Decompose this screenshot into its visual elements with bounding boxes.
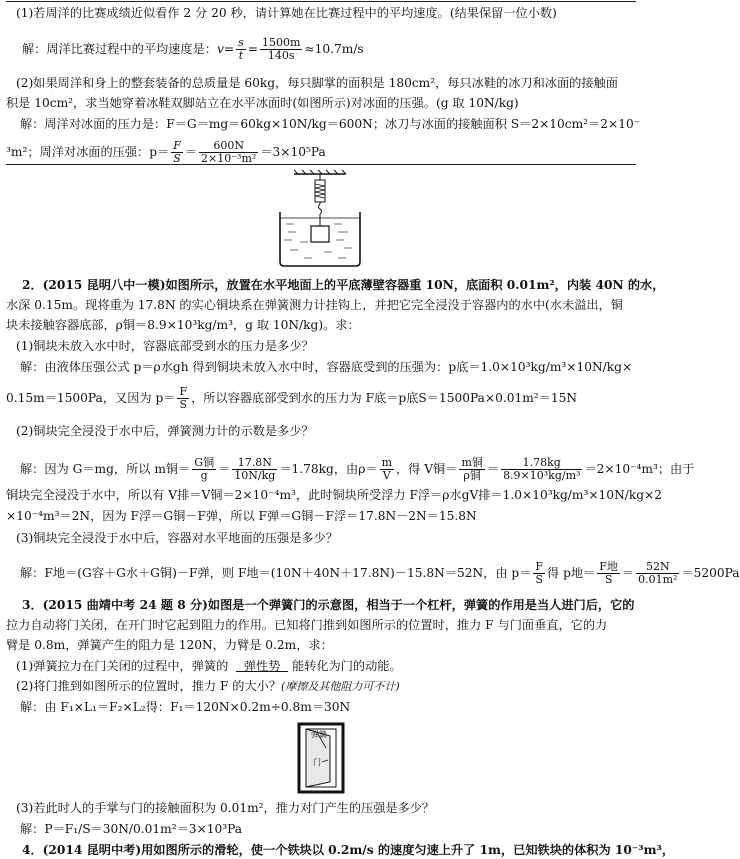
q2-a2a-frac4 (459, 457, 484, 482)
q2-a2a-f1d: g (200, 469, 208, 482)
q2-a1b-F: F (179, 385, 188, 398)
q2-a3-3: ＝ (621, 566, 635, 580)
q2-part1-answer-line2 (6, 386, 577, 411)
q1-a1-num: 1500m (261, 36, 301, 49)
q2-a2a-frac1 (192, 457, 216, 482)
q4-header-text1: 4．(2014 昆明中考)用如图所示的滑轮，使一个铁块以 0.2m/s 的速度匀速上升了 1m，已知铁块的体积为 10⁻³m³， (22, 843, 675, 857)
q3-header-text1: 3．(2015 曲靖中考 24 题 8 分)如图是一个弹簧门的示意图，相当于一个杠杆，弹簧的作用是当人进门后，它的 (22, 598, 635, 612)
q3-s2-prefix: (2)将门推到如图所示的位置时，推力 F 的大小？ (16, 679, 282, 693)
q3-header-line3: 臂是 0.8m，弹簧产生的阻力是 120N，力臂是 0.2m，求： (6, 638, 333, 652)
q2-part3-question: (3)铜块完全浸没于水中后，容器对水平地面的压强是多少？ (16, 531, 338, 545)
q3-part2-question (16, 679, 400, 694)
fig-label-spring: 弹簧 (311, 730, 327, 739)
q1-a1-st-fraction (236, 37, 246, 62)
q2-a3-f1d: S (535, 573, 543, 586)
q2-a2a-4: ，得 V铜＝ (396, 462, 458, 476)
q2-a2a-frac3 (380, 457, 394, 482)
q2-a2a-f2d: 10N/kg (234, 469, 276, 482)
q2-part2-answer-line1 (20, 457, 694, 482)
q1-part2-answer-line1: 解：周洋对冰面的压力是：F＝G＝mg＝60kg×10N/kg＝600N；冰刀与冰面的接触面积 S＝2×10cm²＝2×10⁻ (20, 117, 641, 131)
section-rule (6, 164, 636, 165)
q2-a2a-3: ＝1.78kg，由ρ＝ (279, 462, 378, 476)
q2-a1b-suffix: ，所以容器底部受到水的压力为 F底＝p底S＝1500Pa×0.01m²＝15N (191, 391, 578, 405)
fig-label-door: 门 (313, 758, 321, 767)
q2-a2a-2: ＝ (218, 462, 231, 476)
q2-a3-f2d: S (604, 573, 613, 586)
q2-a2a-frac2 (232, 457, 277, 482)
q1-a2b-F: F (173, 139, 181, 152)
q3-part1-question (16, 659, 402, 674)
q2-a3-2: 得 p地＝ (547, 566, 596, 580)
q1-a1-value-fraction (260, 37, 302, 62)
q1-a2b-fs-fraction (171, 140, 183, 165)
q2-a2a-f4d: ρ铜 (463, 469, 481, 482)
q2-part2-answer-line2: 铜块完全浸没于水中，所以有 V排＝V铜＝2×10⁻⁴m³，此时铜块所受浮力 F浮＝ρ水gV排＝1.0×10³kg/m³×10N/kg×2 (6, 488, 662, 502)
q2-a3-f1n: F (535, 560, 544, 573)
q1-a1-prefix: 解：周洋比赛过程中的平均速度是： (22, 42, 217, 56)
q1-a1-v: v (217, 42, 224, 56)
q1-a1-s: s (238, 36, 244, 49)
q3-part3-answer: 解：P＝F₁/S＝30N/0.01m²＝3×10³Pa (20, 822, 243, 836)
q3-s2-note: (摩擦及其他阻力可不计) (281, 680, 400, 693)
q2-a2a-1: 解：因为 G＝mg，所以 m铜＝ (20, 462, 191, 476)
q2-a3-4: ＝5200Pa (681, 566, 740, 580)
q2-a2a-frac5 (501, 457, 582, 482)
q2-header-line2: 水深 0.15m。现将重为 17.8N 的实心铜块系在弹簧测力计挂钩上，并把它完全浸没于容器内的水中(水未溢出，铜 (6, 298, 623, 312)
q3-part2-answer: 解：由 F₁×L₁＝F₂×L₂得：F₁＝120N×0.2m÷0.8m＝30N (20, 700, 351, 714)
q2-a1b-prefix: 0.15m＝1500Pa，又因为 p＝ (6, 391, 176, 405)
q1-a1-result: ≈10.7m/s (304, 42, 364, 56)
q2-part3-answer (20, 561, 740, 586)
q2-part2-answer-line3: ×10⁻⁴m³＝2N，因为 F浮＝G铜－F弹，所以 F弹＝G铜－F浮＝17.8N－2N＝15.8N (6, 509, 477, 523)
q1-a1-t: t (238, 49, 244, 62)
q1-a2b-result: ＝3×10⁵Pa (260, 145, 326, 159)
q2-a2a-f5n: 1.78kg (501, 457, 582, 470)
q2-a3-f2n: F地 (599, 560, 618, 573)
q2-part1-answer-line1: 解：由液体压强公式 p＝ρ水gh 得到铜块未放入水中时，容器底受到的压强为：p底＝1.0×10³kg/m³×10N/kg× (20, 360, 633, 374)
q2-a2a-f5d: 8.9×10³kg/m³ (503, 469, 581, 482)
q2-header-line1 (22, 278, 664, 293)
q1-a1-eq2: = (247, 42, 258, 56)
q2-a3-f3d: 0.01m² (638, 573, 678, 586)
q3-s1-answer: 弹性势 (243, 659, 281, 673)
q1-a1-den: 140s (267, 49, 295, 62)
q1-part2-answer-line2 (6, 140, 326, 165)
q2-a3-1: 解：F地＝(G容＋G水＋G铜)－F弹，则 F地＝(10N＋40N＋17.8N)－15.8N＝52N，由 p＝ (20, 566, 532, 580)
q3-header-line2: 拉力自动将门关闭，在开门时它起到阻力的作用。已知将门推到如图所示的位置时，推力 F 与门面垂直，它的力 (6, 618, 608, 632)
q2-a3-f3n: 52N (636, 561, 679, 574)
q1-a2b-prefix: ³m²；周洋对冰面的压强：p＝ (6, 145, 170, 159)
q2-a2a-5: ＝ (486, 462, 500, 476)
q2-a2a-f2n: 17.8N (232, 457, 277, 470)
q2-a1b-S: S (179, 398, 188, 411)
q1-a2b-den: 2×10⁻³m² (201, 152, 257, 165)
q1-a2b-value-fraction (199, 140, 258, 165)
q3-header-line1 (22, 598, 634, 613)
q1-a2b-S: S (173, 152, 181, 165)
q3-part3-question: (3)若此时人的手掌与门的接触面积为 0.01m²，推力对门产生的压强是多少？ (16, 801, 435, 815)
q2-a2a-f3d: V (382, 469, 391, 482)
q1-a2b-num: 600N (199, 140, 258, 153)
q2-a3-frac1 (533, 561, 545, 586)
q2-a1b-fs-fraction (177, 386, 189, 411)
q2-part2-question: (2)铜块完全浸没于水中后，弹簧测力计的示数是多少？ (16, 424, 314, 438)
q3-s1-prefix: (1)弹簧拉力在门关闭的过程中，弹簧的 (16, 659, 229, 673)
q2-a2a-f4n: m铜 (461, 456, 483, 469)
q2-a2a-f1n: G铜 (194, 456, 215, 469)
q1-a1-eq1: = (223, 42, 235, 56)
q3-s1-suffix: 能转化为门的动能。 (291, 659, 402, 673)
top-rule (6, 1, 636, 2)
q4-header-line1 (22, 843, 674, 858)
q2-a3-frac2 (597, 561, 620, 586)
q1-part2-question-line1: (2)如果周洋和身上的整套装备的总质量是 60kg，每只脚掌的面积是 180cm²，每只冰鞋的冰刀和冰面的接触面 (16, 76, 618, 90)
q2-a3-frac3 (636, 561, 679, 586)
spring-door-figure (296, 722, 346, 794)
q2-a2a-f3n: m (381, 456, 392, 469)
q1-part2-question-line2: 积是 10cm²，求当她穿着冰鞋双脚站立在水平冰面时(如图所示)对冰面的压强。(g 取 10N/kg) (6, 96, 519, 110)
q2-header-text1: 2．(2015 昆明八中一模)如图所示，放置在水平地面上的平底薄壁容器重 10N，底面积 0.01m²，内装 40N 的水， (22, 278, 665, 292)
q2-a2a-6: ＝2×10⁻⁴m³；由于 (584, 462, 695, 476)
q3-s1-blank (236, 659, 288, 673)
q2-header-line3: 块未接触容器底部，ρ铜＝8.9×10³kg/m³，g 取 10N/kg)。求： (6, 318, 360, 332)
q1-a2b-eq: ＝ (184, 145, 198, 159)
q2-part1-question: (1)铜块未放入水中时，容器底部受到水的压力是多少？ (16, 339, 314, 353)
q1-part1-answer (22, 37, 364, 62)
spring-scale-container-figure (264, 170, 376, 270)
q1-part1-question: (1)若周洋的比赛成绩近似看作 2 分 20 秒，请计算她在比赛过程中的平均速度。(结果保留一位小数) (16, 6, 557, 20)
